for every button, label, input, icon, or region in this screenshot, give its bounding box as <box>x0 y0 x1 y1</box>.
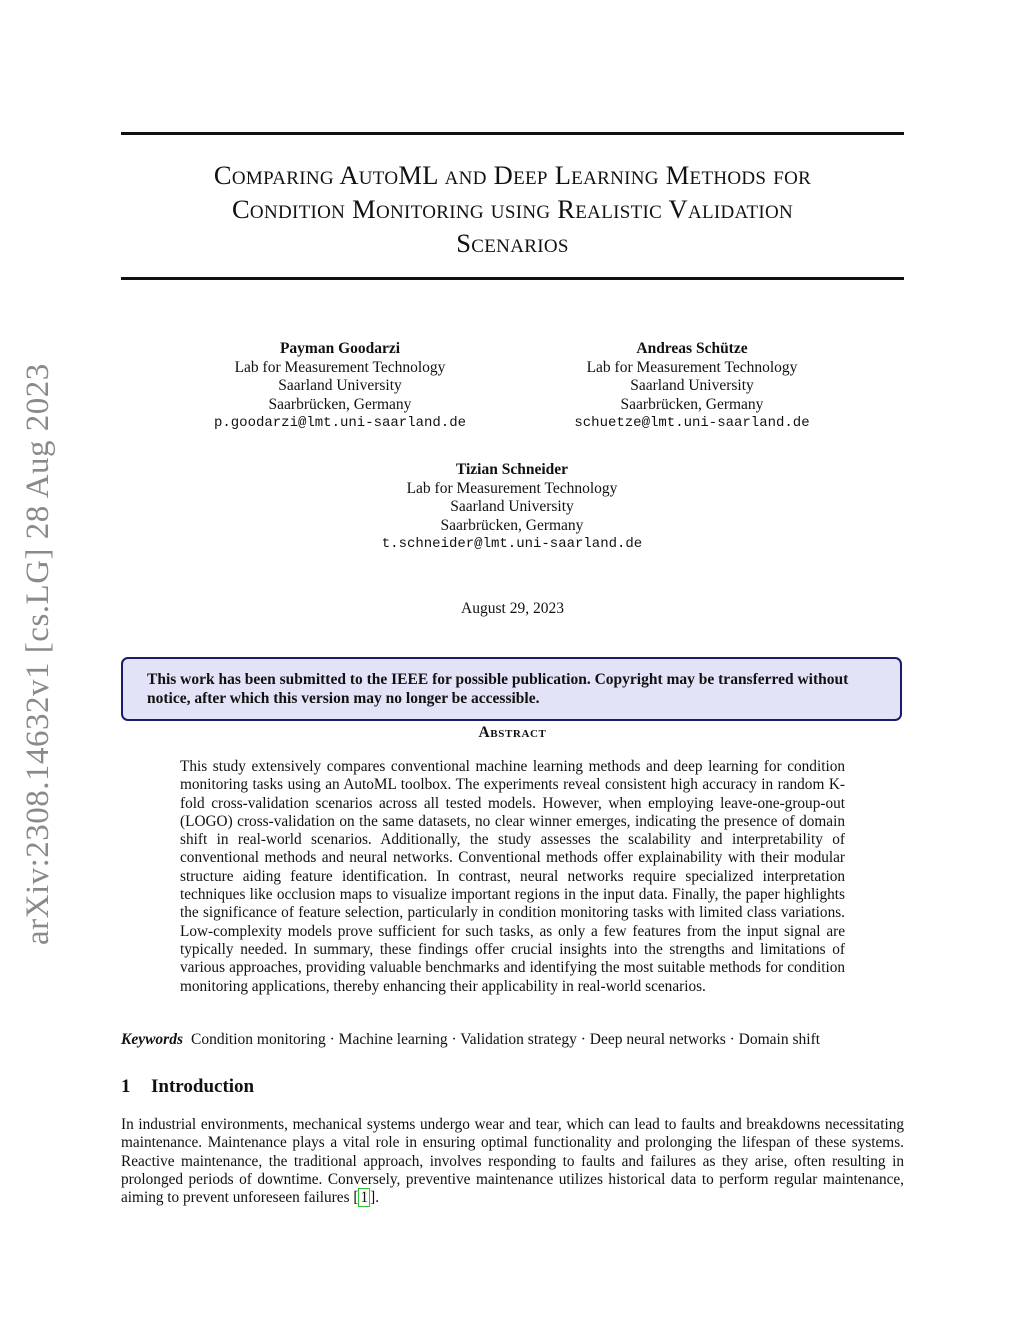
author-affiliation: Lab for Measurement Technology <box>406 479 618 497</box>
section-number: 1 <box>121 1076 131 1097</box>
author-location: Saarbrücken, Germany <box>620 395 764 413</box>
author-location: Saarbrücken, Germany <box>440 516 584 534</box>
ieee-submission-notice: This work has been submitted to the IEEE for possible publication. Copyright may be transferred without notice, after which this version may no longer be accessible. <box>121 657 902 721</box>
abstract-heading: Abstract <box>478 724 547 741</box>
title-line: Scenarios <box>456 228 569 258</box>
author-block-schuetze <box>542 340 842 433</box>
introduction-paragraph <box>121 1116 904 1207</box>
author-name: Payman Goodarzi <box>279 340 401 357</box>
abstract-text: This study extensively compares conventional machine learning methods and deep learning for condition monitoring tasks using an AutoML toolbox. The experiments reveal consistent high accuracy in random K-fold cross-validation scenarios across all tested models. However, when employing leave-one-group-out (LOGO) cross-validation on the same datasets, no clear winner emerges, indicating the presence of domain shift in real-world scenarios. Additionally, the study assesses the scalability and interpretability of conventional methods and neural networks. Conventional methods offer explainability with their modular structure aiding feature identification. In contrast, neural networks require specialized interpretation techniques like occlusion maps to visualize important regions in the input data. Finally, the paper highlights the significance of feature selection, particularly in condition monitoring tasks with limited class variations. Low-complexity models prove sufficient for such tasks, as only a few features from the input signal are typically needed. In summary, these findings offer crucial insights into the strengths and limitations of various approaches, providing valuable benchmarks and identifying the most suitable methods for condition monitoring applications, thereby enhancing their applicability in real-world scenarios. <box>180 758 845 995</box>
author-block-goodarzi <box>190 340 490 433</box>
title-line: Comparing AutoML and Deep Learning Methods for <box>213 160 812 190</box>
keywords-label: Keywords <box>121 1031 183 1048</box>
paper-title <box>121 158 904 260</box>
section-heading-introduction <box>121 1076 254 1098</box>
author-block-schneider <box>362 461 662 554</box>
author-email[interactable]: t.schneider@lmt.uni-saarland.de <box>381 536 643 552</box>
author-location: Saarbrücken, Germany <box>268 395 412 413</box>
intro-text: In industrial environments, mechanical systems undergo wear and tear, which can lead to faults and breakdowns necessitating maintenance. Maintenance plays a vital role in ensuring optimal functionality and prolonging the lifespan of these systems. Reactive maintenance, the traditional approach, involves responding to faults and failures as they arise, often resulting in prolonged periods of downtime. Conversely, preventive maintenance utilizes historical data to perform regular maintenance, aiming to prevent unforeseen failures [ <box>121 1116 904 1207</box>
author-name: Tizian Schneider <box>455 461 569 478</box>
publication-date: August 29, 2023 <box>461 600 564 617</box>
title-bottom-rule <box>121 277 904 280</box>
keywords-text: Condition monitoring · Machine learning · Validation strategy · Deep neural networks · Domain shift <box>191 1031 821 1048</box>
author-university: Saarland University <box>630 377 754 394</box>
author-name: Andreas Schütze <box>636 340 748 357</box>
keywords-line <box>121 1031 904 1050</box>
author-email[interactable]: p.goodarzi@lmt.uni-saarland.de <box>213 415 467 431</box>
title-top-rule <box>121 132 904 135</box>
author-university: Saarland University <box>450 498 574 515</box>
arxiv-identifier-stamp: arXiv:2308.14632v1 [cs.LG] 28 Aug 2023 <box>20 363 56 945</box>
author-affiliation: Lab for Measurement Technology <box>586 358 798 376</box>
section-title: Introduction <box>151 1076 255 1097</box>
author-email[interactable]: schuetze@lmt.uni-saarland.de <box>574 415 810 431</box>
citation-link[interactable]: 1 <box>360 1189 369 1207</box>
title-line: Condition Monitoring using Realistic Validation <box>231 194 794 224</box>
author-university: Saarland University <box>278 377 402 394</box>
author-affiliation: Lab for Measurement Technology <box>234 358 446 376</box>
intro-text-end: ]. <box>370 1189 380 1207</box>
